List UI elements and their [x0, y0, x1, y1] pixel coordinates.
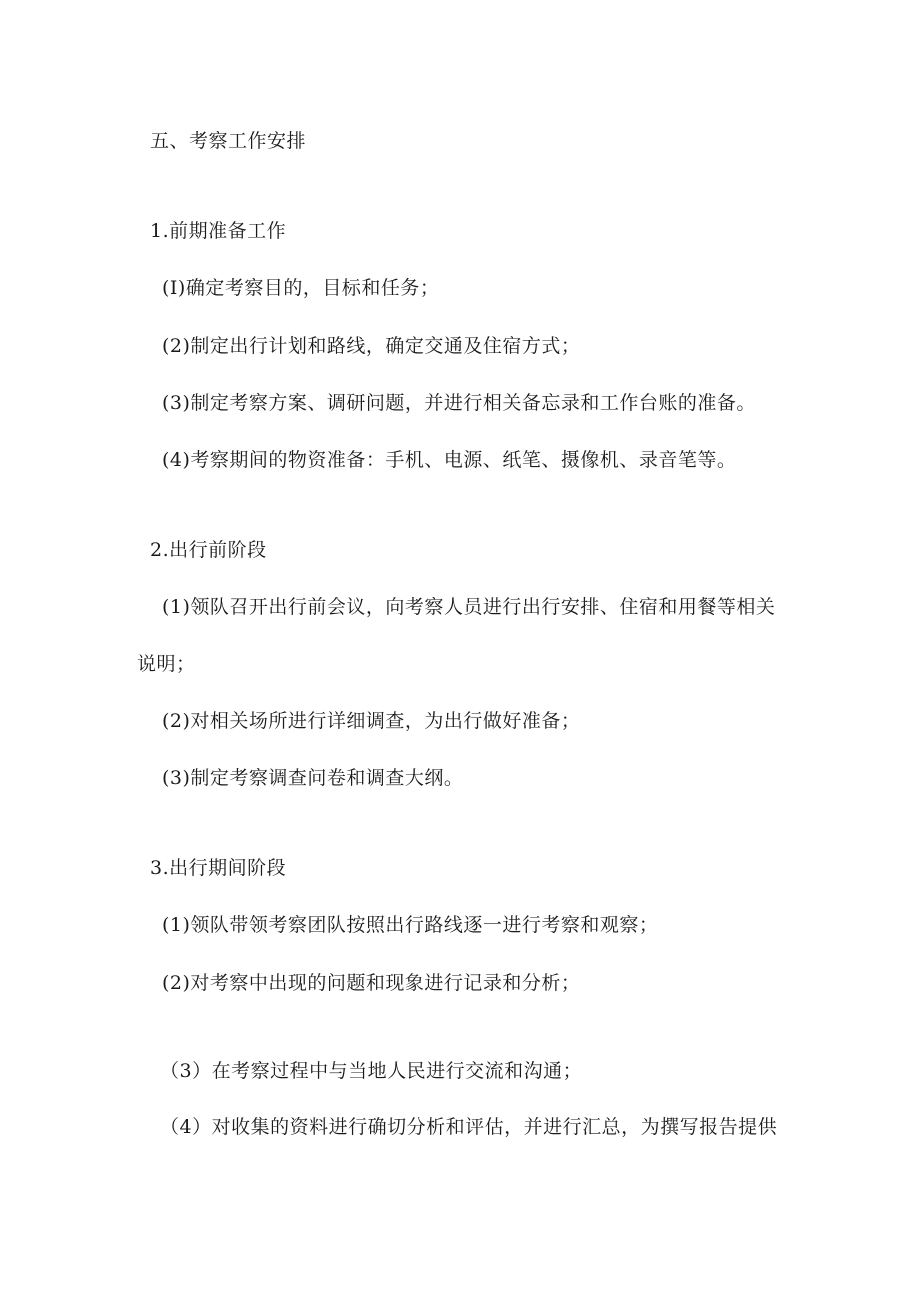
heading-prep: 1.前期准备工作: [150, 220, 287, 242]
list-item-continuation: 说明；: [137, 653, 196, 675]
section-title: 五、考察工作安排: [150, 130, 307, 152]
list-item: (3)制定考察调查问卷和调查大纲。: [162, 767, 464, 789]
list-item: (I)确定考察目的，目标和任务；: [162, 277, 440, 299]
list-item: (1)领队召开出行前会议，向考察人员进行出行安排、住宿和用餐等相关: [162, 596, 776, 618]
heading-during-trip: 3.出行期间阶段: [150, 857, 287, 879]
list-item: (3)制定考察方案、调研问题，并进行相关备忘录和工作台账的准备。: [162, 392, 756, 414]
list-item: (4)考察期间的物资准备：手机、电源、纸笔、摄像机、录音笔等。: [162, 449, 737, 471]
list-item: (2)对相关场所进行详细调查，为出行做好准备；: [162, 710, 581, 732]
list-item: （4）对收集的资料进行确切分析和评估，并进行汇总，为撰写报告提供: [160, 1116, 778, 1138]
list-item: （3）在考察过程中与当地人民进行交流和沟通；: [160, 1060, 583, 1082]
list-item: (2)制定出行计划和路线，确定交通及住宿方式；: [162, 335, 581, 357]
list-item: (2)对考察中出现的问题和现象进行记录和分析；: [162, 972, 581, 994]
list-item: (1)领队带领考察团队按照出行路线逐一进行考察和观察；: [162, 914, 659, 936]
heading-before-trip: 2.出行前阶段: [150, 539, 267, 561]
